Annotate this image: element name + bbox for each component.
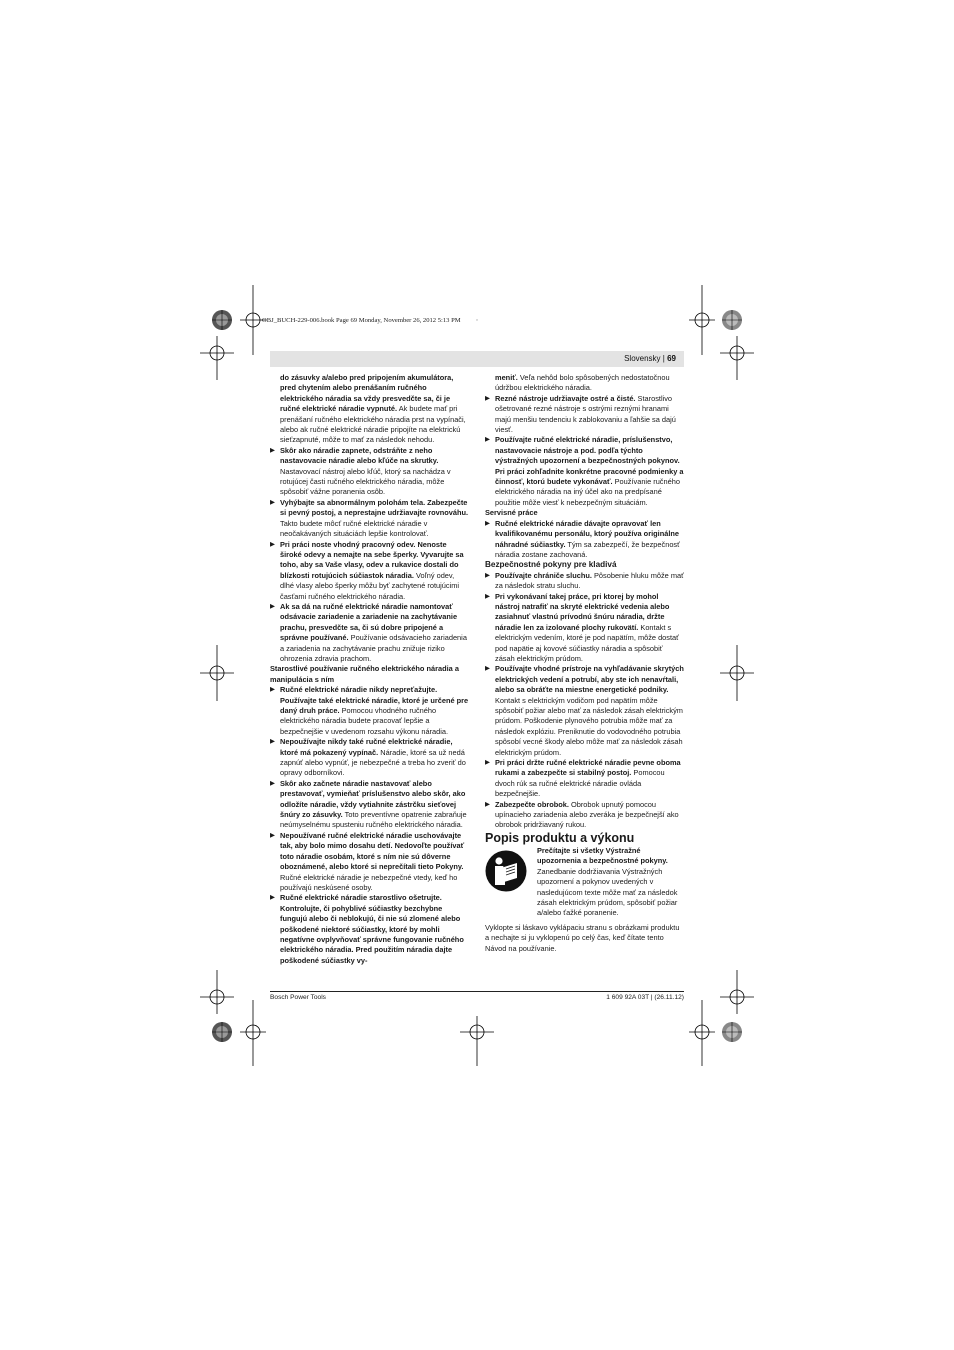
registration-disc-bl — [212, 1022, 232, 1042]
item-bold: Prečítajte si všetky Výstražné upozornenia a bezpečnostné pokyny. — [537, 845, 668, 866]
bullet-icon: ▶ — [270, 602, 275, 610]
item-text: Veľa nehôd bolo spôsobených nedostatočnou údržbou elektrického náradia. — [495, 373, 670, 393]
print-slug: OBJ_BUCH-229-006.book Page 69 Monday, November 26, 2012 5:13 PM — [262, 317, 461, 324]
item-bold: Ručné elektrické náradie starostlivo ošetrujte. Kontrolujte, či pohyblivé súčiastky bezchybne fungujú alebo či neblokujú, či nie sú zlomené alebo poškodené niektoré súčiastky, ktoré by mohli negatívne ovplyvňovať správne fungovanie ručného elektrického náradia. Pred použitím náradia dajte poškodené súčiastky vy- — [280, 893, 464, 965]
footer-brand: Bosch Power Tools — [270, 994, 326, 1001]
bullet-icon: ▶ — [270, 498, 275, 506]
item-bold: Ručné elektrické náradie dávajte opravovať len kvalifikovanému personálu, ktorý používa originálne náhradné súčiastky. — [495, 518, 679, 549]
list-item — [485, 394, 684, 436]
bullet-icon: ▶ — [485, 592, 490, 600]
registration-disc-br — [722, 1022, 742, 1042]
crop-mark-mid-right — [720, 645, 754, 701]
list-item — [485, 800, 684, 831]
bullet-icon: ▶ — [270, 738, 275, 746]
bullet-icon: ▶ — [485, 519, 490, 527]
list-item — [485, 435, 684, 508]
item-bold: Pri vykonávaní takej práce, pri ktorej by mohol nástroj natrafiť na skryté elektrické vedenia alebo zasiahnuť vlastnú prívodnú šnúru náradia, držte náradie len za izolované plochy rukovätí. — [495, 591, 670, 632]
continued-paragraph — [485, 373, 684, 394]
item-text: Nastavovací nástroj alebo kľúč, ktorý sa nachádza v rotujúcej časti ručného elektrického náradia, môže spôsobiť vážne poranenia osôb. — [280, 466, 451, 497]
list-item — [270, 831, 470, 893]
item-text: Kontakt s elektrickým vedením, ktoré je pod napätím, môže dostať pod napätie aj kovové súčiastky náradia a spôsobiť zásah elektrickým prúdom. — [495, 622, 679, 663]
right-column — [485, 373, 684, 954]
item-bold: Rezné nástroje udržiavajte ostré a čisté. — [495, 393, 636, 403]
item-bold: Používajte vhodné prístroje na vyhľadávanie skrytých elektrických vedení a potrubí, aby ste ich nenavŕtali, alebo sa obráťte na miestne energetické podniky. — [495, 664, 684, 695]
list-item — [270, 498, 470, 540]
crop-mark-lower-right — [720, 970, 754, 1014]
list-item — [270, 893, 470, 966]
list-item — [270, 737, 470, 779]
bullet-icon: ▶ — [485, 436, 490, 444]
footer-docnumber: 1 609 92A 03T | (26.11.12) — [606, 994, 684, 1001]
crop-mark-lower-left — [200, 970, 234, 1014]
list-item — [485, 758, 684, 800]
bullet-icon: ▶ — [485, 571, 490, 579]
icon-note-text — [537, 846, 684, 919]
crop-mark-top-right — [689, 285, 715, 355]
list-item — [485, 519, 684, 561]
item-bold: Nepoužívajte nikdy také ručné elektrické náradie, ktoré má pokazený vypínač. — [280, 737, 453, 757]
closing-paragraph: Vyklopte si láskavo vyklápaciu stranu s obrázkami produktu a nechajte si ju vyklopenú po celý čas, keď čítate tento Návod na používanie. — [485, 922, 680, 953]
bullet-icon: ▶ — [270, 446, 275, 454]
left-column — [270, 373, 470, 966]
bullet-icon: ▶ — [270, 779, 275, 787]
registration-disc-tl — [212, 310, 232, 330]
crop-mark-upper-right — [720, 336, 754, 380]
bullet-icon: ▶ — [270, 894, 275, 902]
list-item — [270, 602, 470, 664]
item-text: Tým sa zabezpečí, že bezpečnosť náradia zostane zachovaná. — [495, 539, 680, 559]
list-item — [485, 664, 684, 758]
item-text: Pomocou dvoch rúk sa ručné elektrické náradie ovláda bezpečnejšie. — [495, 768, 665, 799]
item-bold: Skôr ako začnete náradie nastavovať alebo prestavovať, vymieňať príslušenstvo alebo skôr, ako odložíte náradie, vždy vytiahnite zástrčku sieťovej šnúry zo zásuvky. — [280, 778, 466, 820]
subheading-service: Servisné práce — [485, 508, 538, 518]
item-text: Kontakt s elektrickým vodičom pod napätím môže spôsobiť požiar alebo mať za následok zásah elektrickým prúdom. Poškodenie plynového potrubia môže mať za následok explóziu. Preniknutie do vodovodného potrubia spôsobí vecné škody alebo môže mať za následok zásah elektrickým prúdom. — [495, 695, 683, 757]
header-separator: | — [660, 354, 668, 363]
list-item — [270, 685, 470, 737]
intro-bold: do zásuvky a/alebo pred pripojením akumulátora, pred chytením alebo prenášaním ručného elektrického náradia sa vždy presvedčte sa, či je ručné elektrické náradie vypnuté. — [280, 373, 454, 414]
item-bold: Používajte chrániče sluchu. — [495, 570, 592, 580]
subheading-hammer-safety: Bezpečnostné pokyny pre kladivá — [485, 560, 617, 570]
crop-mark-bottom-mid — [460, 1016, 494, 1066]
item-text: Obrobok upnutý pomocou upínacieho zariadenia alebo zveráka je bezpečnejší ako obrobok pridržiavaný rukou. — [495, 799, 679, 830]
section-title: Popis produktu a výkonu — [485, 830, 635, 845]
item-text: Pôsobenie hluku môže mať za následok stratu sluchu. — [495, 570, 684, 591]
item-text: Používanie odsávacieho zariadenia a zariadenia na zachytávanie prachu znižuje riziko ohrozenia zdravia prachom. — [280, 633, 467, 663]
page-header — [270, 351, 684, 367]
item-bold: Ak sa dá na ručné elektrické náradie namontovať odsávacie zariadenie a zariadenie na zachytávanie prachu, presvedčte sa, či sú dobre pripojené a správne používané. — [280, 601, 458, 643]
item-bold: meniť. — [495, 373, 518, 382]
bullet-icon: ▶ — [270, 831, 275, 839]
item-text: Voľný odev, dlhé vlasy alebo šperky môžu byť zachytené rotujúcimi časťami ručného elektrického náradia. — [280, 570, 459, 601]
crop-mark-upper-left — [200, 336, 234, 380]
list-item — [485, 571, 684, 592]
item-text: Takto budete môcť ručné elektrické náradie v neočakávaných situáciách lepšie kontrolovať. — [280, 518, 429, 539]
crop-mark-bottom-right — [689, 1000, 715, 1066]
bullet-icon: ▶ — [485, 394, 490, 402]
crop-mark-bottom-left — [240, 1000, 266, 1066]
intro-text: Ak budete mať pri prenášaní ručného elektrického náradia prst na vypínači, alebo ak ručné elektrické náradie pripojíte na elektrickú sieťzapnuté, môže to mať za následok nehodu. — [280, 404, 466, 445]
bullet-icon: ▶ — [485, 665, 490, 673]
intro-paragraph — [270, 373, 470, 446]
crop-mark-top-left — [240, 285, 266, 355]
item-bold: Zabezpečte obrobok. — [495, 799, 569, 809]
item-text: Starostlivo ošetrované rezné nástroje s ostrými reznými hranami majú menšiu tendenciu k zablokovaniu a ľahšie sa dajú viesť. — [495, 393, 676, 435]
crop-mark-mid-left — [200, 645, 234, 701]
item-bold: Vyhýbajte sa abnormálnym polohám tela. Zabezpečte si pevný postoj, a neprestajne udržiavajte rovnováhu. — [280, 497, 469, 518]
bullet-icon: ▶ — [270, 686, 275, 694]
read-manual-icon — [485, 850, 527, 892]
item-bold: Používajte ručné elektrické náradie, príslušenstvo, nastavovacie nástroje a pod. podľa týchto výstražných upozornení a bezpečnostných pokynov. Pri práci zohľadnite konkrétne pracovné podmienky a činnosť, ktorú budete vykonávať. — [495, 435, 684, 487]
item-text: Pomocou vhodného ručného elektrického náradia budete pracovať lepšie a bezpečnejšie v uvedenom rozsahu výkonu náradia. — [280, 706, 449, 736]
list-item — [270, 779, 470, 831]
item-text: Náradie, ktoré sa už nedá zapnúť alebo vypnúť, je nebezpečné a treba ho zveriť do opravy odborníkovi. — [280, 747, 466, 778]
item-text: Používanie ručného elektrického náradia na iný účel ako na predpísané použitie môže viesť k nebezpečným situáciám. — [495, 477, 680, 507]
bullet-icon: ▶ — [485, 800, 490, 808]
item-bold: Nepoužívané ručné elektrické náradie uschovávajte tak, aby bolo mimo dosahu detí. Nedovoľte používať toto náradie osobám, ktoré s ním nie sú dôverne oboznámené, alebo ktoré si neprečítali tieto Pokyny. — [280, 830, 465, 872]
subheading-careful-use: Starostlivé používanie ručného elektrického náradia a manipulácia s ním — [270, 664, 459, 684]
item-bold: Pri práci držte ručné elektrické náradie pevne oboma rukami a zabezpečte si stabilný postoj. — [495, 758, 681, 778]
page-number: 69 — [667, 354, 676, 363]
read-manual-note — [485, 846, 684, 919]
item-text: Zanedbanie dodržiavania Výstražných upozornení a pokynov uvedených v nasledujúcom texte môže mať za následok zásah elektrickým prúdom, spôsobiť požiar a/alebo ťažké poranenie. — [537, 866, 678, 918]
bullet-icon: ▶ — [270, 540, 275, 548]
header-language: Slovensky — [624, 354, 661, 363]
item-bold: Ručné elektrické náradie nikdy nepreťažujte. Používajte také elektrické náradie, ktoré je určené pre daný druh práce. — [280, 685, 469, 715]
footer-rule — [270, 991, 684, 992]
item-text: Toto preventívne opatrenie zabraňuje neúmyselnému spusteniu ručného elektrického náradia. — [280, 810, 467, 830]
item-text: Ručné elektrické náradie je nebezpečné vtedy, keď ho používajú neskúsené osoby. — [280, 872, 458, 892]
bullet-icon: ▶ — [485, 759, 490, 767]
item-bold: Skôr ako náradie zapnete, odstráňte z neho nastavovacie náradie alebo kľúče na skrutky. — [280, 445, 439, 466]
item-bold: Pri práci noste vhodný pracovný odev. Nenoste široké odevy a nemajte na sebe šperky. Vyvarujte sa toho, aby sa Vaše vlasy, odev a rukavice dostali do blízkosti rotujúcich súčiastok náradia. — [280, 539, 464, 580]
list-item — [270, 540, 470, 602]
list-item — [485, 592, 684, 665]
page-header-text — [624, 354, 676, 363]
list-item — [270, 446, 470, 498]
registration-disc-tr — [722, 310, 742, 330]
